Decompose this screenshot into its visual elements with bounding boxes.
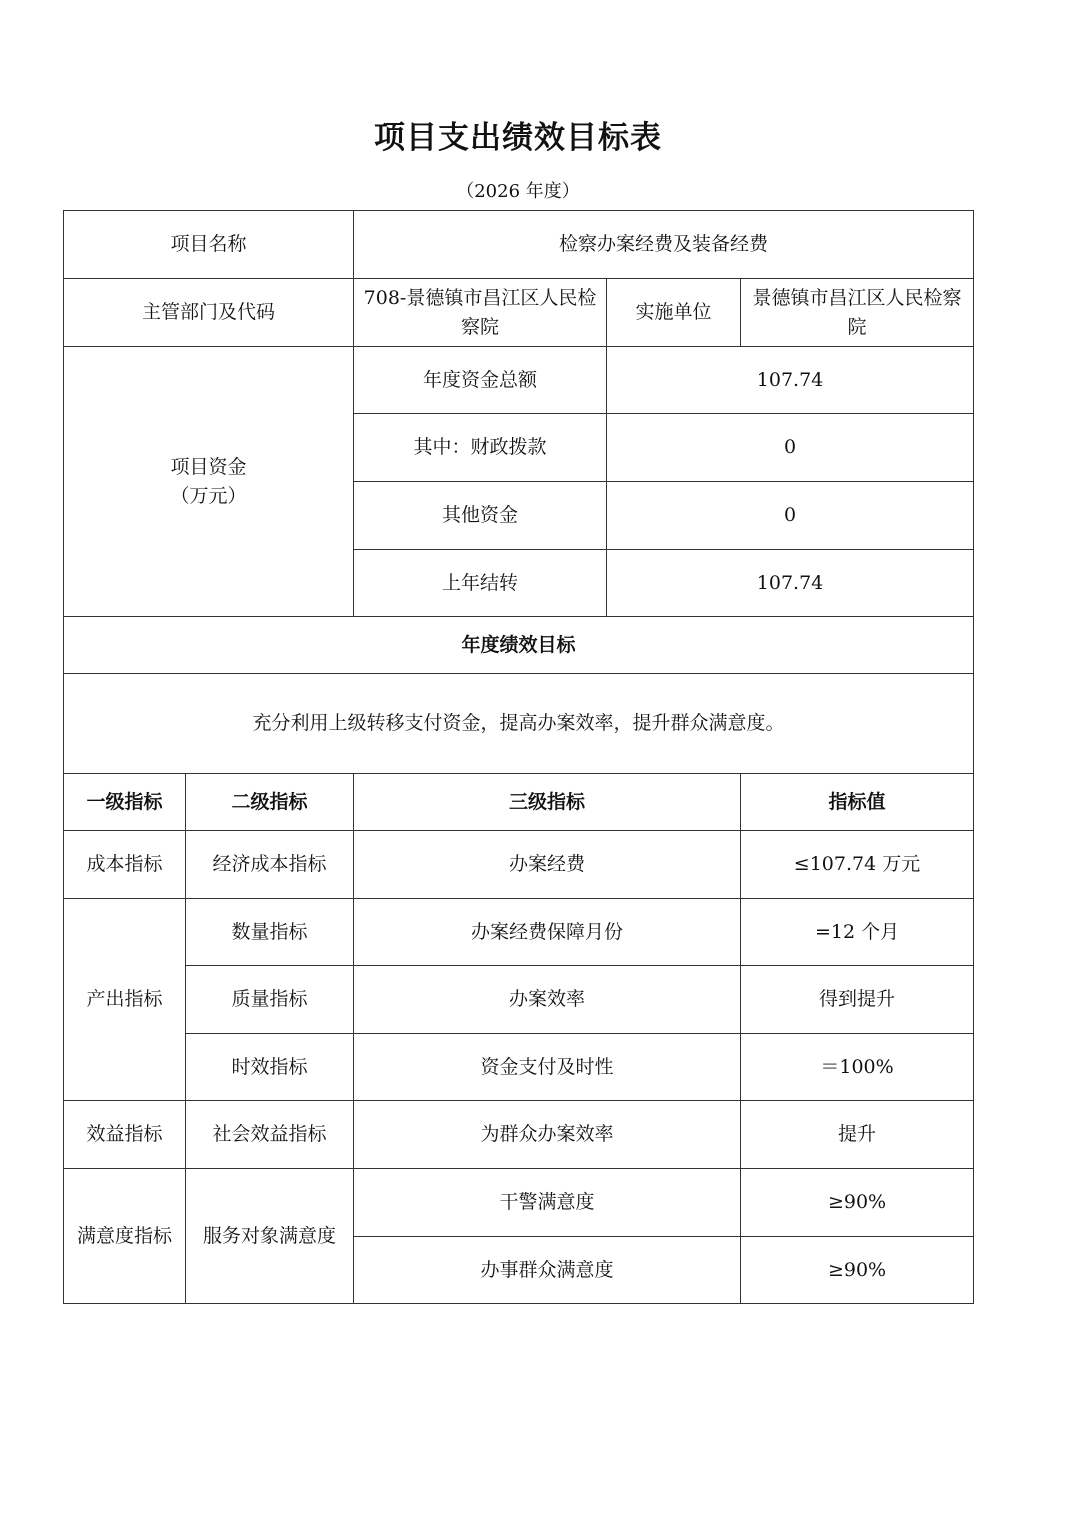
indicator-row <box>64 1034 974 1101</box>
level2-cell: 社会效益指标 <box>186 1101 354 1169</box>
indicator-header-row <box>64 774 974 831</box>
implementing-unit-label: 实施单位 <box>607 279 741 347</box>
level2-cell: 数量指标 <box>186 899 354 966</box>
level1-cell: 效益指标 <box>64 1101 186 1169</box>
annual-goal-heading: 年度绩效目标 <box>64 617 974 674</box>
level3-cell: 办案效率 <box>354 966 741 1034</box>
indicator-value: 提升 <box>741 1101 974 1169</box>
project-name-value: 检察办案经费及装备经费 <box>354 211 974 279</box>
header-level2: 二级指标 <box>186 774 354 831</box>
indicator-row <box>64 1169 974 1237</box>
annual-goal-text: 充分利用上级转移支付资金，提高办案效率，提升群众满意度。 <box>64 674 974 774</box>
level1-cell: 满意度指标 <box>64 1169 186 1304</box>
implementing-unit-value: 景德镇市昌江区人民检察院 <box>741 279 974 347</box>
indicator-row <box>64 966 974 1034</box>
level2-cell: 经济成本指标 <box>186 831 354 899</box>
goal-text-row <box>64 674 974 774</box>
page-title: 项目支出绩效目标表 <box>374 120 662 156</box>
fund-item-value: 0 <box>607 482 974 550</box>
fund-item-label: 上年结转 <box>354 550 607 617</box>
indicator-row <box>64 831 974 899</box>
fund-item-value: 107.74 <box>607 347 974 414</box>
fund-item-label: 其中：财政拨款 <box>354 414 607 482</box>
department-value: 708-景德镇市昌江区人民检察院 <box>354 279 607 347</box>
project-funds-label-line1: 项目资金 <box>170 455 247 478</box>
performance-target-table <box>63 210 974 1304</box>
fund-item-label: 年度资金总额 <box>354 347 607 414</box>
indicator-row <box>64 899 974 966</box>
level3-cell: 办案经费保障月份 <box>354 899 741 966</box>
fund-item-label: 其他资金 <box>354 482 607 550</box>
level1-cell: 产出指标 <box>64 899 186 1101</box>
project-funds-label <box>64 347 354 617</box>
year-note: （2026 年度） <box>456 181 580 202</box>
indicator-value: ≥90% <box>741 1169 974 1237</box>
header-level1: 一级指标 <box>64 774 186 831</box>
level2-cell: 服务对象满意度 <box>186 1169 354 1304</box>
indicator-value: ≥90% <box>741 1237 974 1304</box>
level3-cell: 资金支付及时性 <box>354 1034 741 1101</box>
header-level3: 三级指标 <box>354 774 741 831</box>
fund-item-value: 107.74 <box>607 550 974 617</box>
project-name-row <box>64 211 974 279</box>
project-name-label: 项目名称 <box>64 211 354 279</box>
fund-item-value: 0 <box>607 414 974 482</box>
header-value: 指标值 <box>741 774 974 831</box>
fund-row <box>64 347 974 414</box>
level1-cell: 成本指标 <box>64 831 186 899</box>
department-label: 主管部门及代码 <box>64 279 354 347</box>
indicator-value: 得到提升 <box>741 966 974 1034</box>
indicator-value: ＝100% <box>741 1034 974 1101</box>
indicator-value: ≤107.74 万元 <box>741 831 974 899</box>
level3-cell: 为群众办案效率 <box>354 1101 741 1169</box>
level3-cell: 干警满意度 <box>354 1169 741 1237</box>
project-funds-label-line2: （万元） <box>170 484 247 507</box>
level3-cell: 办案经费 <box>354 831 741 899</box>
level2-cell: 时效指标 <box>186 1034 354 1101</box>
goal-heading-row <box>64 617 974 674</box>
indicator-row <box>64 1101 974 1169</box>
level3-cell: 办事群众满意度 <box>354 1237 741 1304</box>
level2-cell: 质量指标 <box>186 966 354 1034</box>
indicator-value: =12 个月 <box>741 899 974 966</box>
department-row <box>64 279 974 347</box>
